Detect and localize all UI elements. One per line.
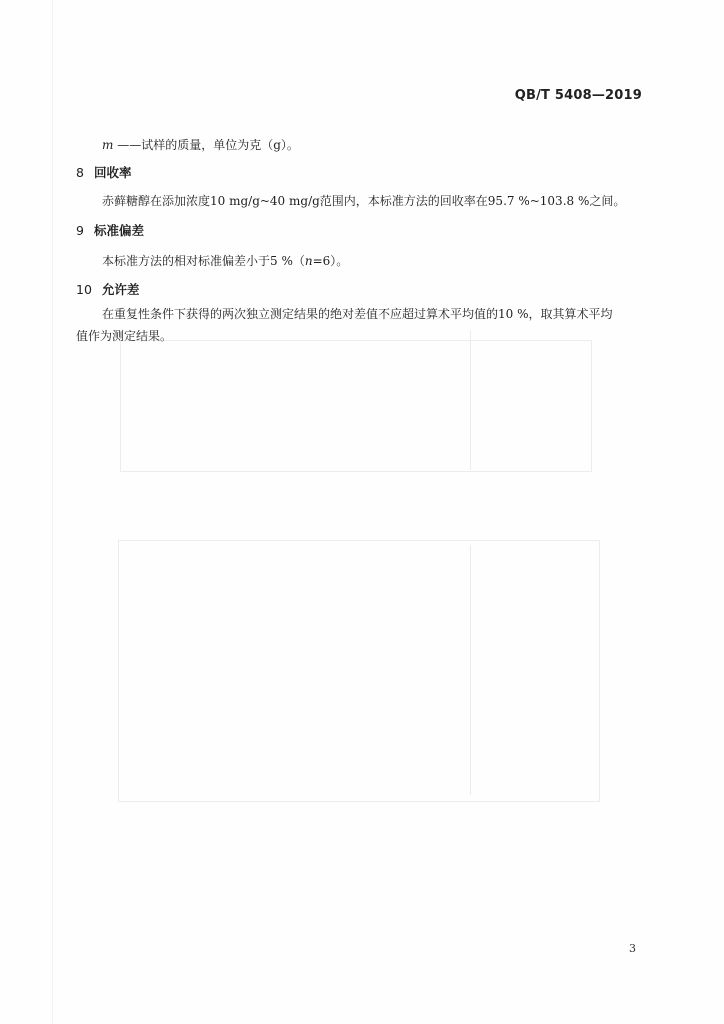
variable-symbol: m	[102, 138, 114, 152]
section-body-8: 赤藓糖醇在添加浓度10 mg/g~40 mg/g范围内，本标准方法的回收率在95.7 %~103.8 %之间。	[102, 194, 626, 208]
bleed-through-shape	[120, 340, 592, 472]
section-number: 9	[76, 223, 84, 238]
standard-code: QB/T 5408—2019	[514, 88, 642, 103]
variable-description: ——试样的质量，单位为克（g）。	[117, 138, 299, 152]
section-heading-9	[76, 222, 144, 240]
section-number: 10	[76, 282, 92, 297]
bleed-through-shape	[470, 330, 471, 470]
sample-size-variable: n	[304, 254, 313, 268]
section-title: 回收率	[93, 165, 132, 180]
bleed-through-shape	[118, 540, 600, 802]
section-title: 标准偏差	[93, 223, 144, 238]
section-heading-10	[76, 281, 139, 299]
section-body-10-line2: 值作为测定结果。	[76, 329, 173, 343]
page-number: 3	[629, 942, 636, 955]
section-heading-8	[76, 164, 131, 182]
body-text: =6）。	[312, 254, 349, 268]
section-number: 8	[76, 165, 84, 180]
bleed-through-shape	[52, 0, 53, 1024]
section-body-9	[102, 252, 348, 270]
body-text: 本标准方法的相对标准偏差小于5 %（	[102, 254, 305, 268]
variable-note	[102, 136, 299, 154]
section-body-10-line1: 在重复性条件下获得的两次独立测定结果的绝对差值不应超过算术平均值的10 %，取其算术平均	[102, 307, 613, 321]
bleed-through-shape	[470, 545, 471, 795]
section-title: 允许差	[101, 282, 140, 297]
